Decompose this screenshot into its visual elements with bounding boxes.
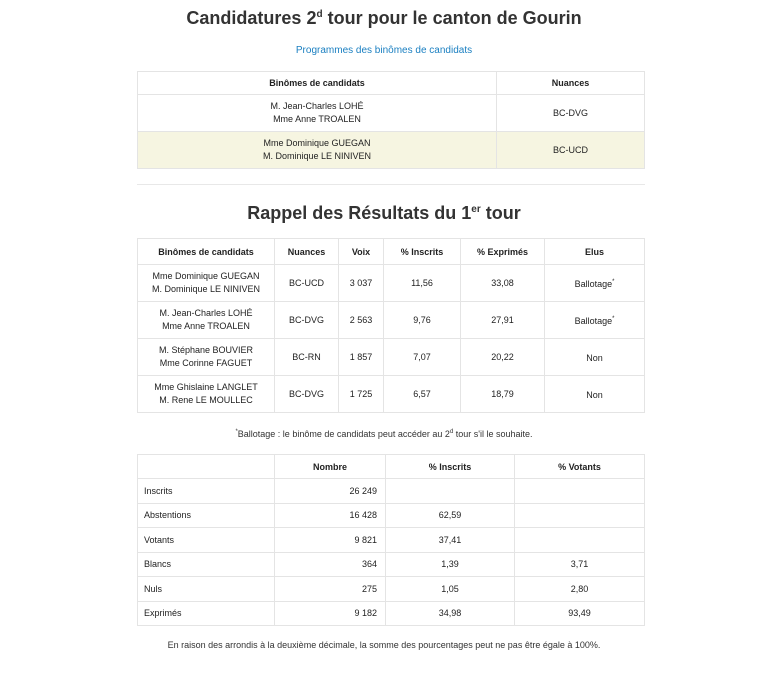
stat-votants: 2,80 — [515, 577, 645, 602]
stat-nombre: 9 821 — [275, 528, 386, 553]
exprimes-cell: 27,91 — [461, 302, 545, 339]
inscrits-cell: 7,07 — [384, 339, 461, 376]
stat-inscrits: 37,41 — [386, 528, 515, 553]
stat-nombre: 275 — [275, 577, 386, 602]
programmes-link[interactable]: Programmes des binômes de candidats — [295, 45, 473, 56]
stat-inscrits — [386, 479, 515, 504]
voix-cell: 1 725 — [339, 376, 384, 413]
elus-cell: Ballotage* — [545, 265, 645, 302]
col-header-binomes: Binômes de candidats — [138, 72, 497, 95]
stat-inscrits: 62,59 — [386, 503, 515, 528]
nuance-cell: BC-RN — [275, 339, 339, 376]
elus-cell: Ballotage* — [545, 302, 645, 339]
stat-nombre: 16 428 — [275, 503, 386, 528]
voix-cell: 2 563 — [339, 302, 384, 339]
stat-votants — [515, 479, 645, 504]
binome-cell: M. Jean-Charles LOHÉ Mme Anne TROALEN — [138, 302, 275, 339]
table-row — [138, 339, 645, 376]
table-row — [138, 552, 645, 577]
nuance-cell: BC-UCD — [275, 265, 339, 302]
table-row — [138, 132, 645, 169]
rounding-note: En raison des arrondis à la deuxième décimale, la somme des pourcentages peut ne pas être égale à 100%. — [167, 640, 601, 650]
elus-cell: Non — [545, 339, 645, 376]
stat-votants: 93,49 — [515, 601, 645, 626]
stat-nombre: 9 182 — [275, 601, 386, 626]
col-header-empty — [138, 455, 275, 479]
binome-cell: M. Jean-Charles LOHÉ Mme Anne TROALEN — [138, 95, 497, 132]
col-header-nuances: Nuances — [497, 72, 645, 95]
exprimes-cell: 33,08 — [461, 265, 545, 302]
stat-label: Blancs — [138, 552, 275, 577]
table-row — [138, 95, 645, 132]
voix-cell: 3 037 — [339, 265, 384, 302]
exprimes-cell: 20,22 — [461, 339, 545, 376]
results-title: Rappel des Résultats du 1er tour — [247, 203, 521, 223]
col-header-nuances: Nuances — [275, 239, 339, 265]
inscrits-cell: 9,76 — [384, 302, 461, 339]
stat-inscrits: 34,98 — [386, 601, 515, 626]
col-header-binomes: Binômes de candidats — [138, 239, 275, 265]
col-header-elus: Elus — [545, 239, 645, 265]
binome-cell: Mme Dominique GUEGAN M. Dominique LE NINIVEN — [138, 265, 275, 302]
inscrits-cell: 11,56 — [384, 265, 461, 302]
nuance-cell: BC-DVG — [275, 376, 339, 413]
stat-label: Inscrits — [138, 479, 275, 504]
voix-cell: 1 857 — [339, 339, 384, 376]
inscrits-cell: 6,57 — [384, 376, 461, 413]
col-header-inscrits: % Inscrits — [386, 455, 515, 479]
stats-table — [137, 454, 645, 626]
ballotage-note: *Ballotage : le binôme de candidats peut accéder au 2$^d$ tour s'il le souhaite. — [235, 429, 533, 439]
nuance-cell: BC-DVG — [497, 95, 645, 132]
stat-nombre: 26 249 — [275, 479, 386, 504]
binome-cell: M. Stéphane BOUVIER Mme Corinne FAGUET — [138, 339, 275, 376]
table-row — [138, 376, 645, 413]
table-row — [138, 503, 645, 528]
stat-votants — [515, 503, 645, 528]
stat-nombre: 364 — [275, 552, 386, 577]
col-header-votants: % Votants — [515, 455, 645, 479]
stat-label: Abstentions — [138, 503, 275, 528]
elus-cell: Non — [545, 376, 645, 413]
section-divider — [137, 184, 645, 185]
col-header-nombre: Nombre — [275, 455, 386, 479]
stat-votants: 3,71 — [515, 552, 645, 577]
col-header-exprimes: % Exprimés — [461, 239, 545, 265]
page-title: Candidatures 2$^d$ tour pour le canton de Gourin — [186, 8, 582, 28]
table-row — [138, 479, 645, 504]
col-header-inscrits: % Inscrits — [384, 239, 461, 265]
nuance-cell: BC-UCD — [497, 132, 645, 169]
stat-label: Nuls — [138, 577, 275, 602]
table-row — [138, 302, 645, 339]
binome-cell: Mme Dominique GUEGAN M. Dominique LE NINIVEN — [138, 132, 497, 169]
exprimes-cell: 18,79 — [461, 376, 545, 413]
stat-votants — [515, 528, 645, 553]
table-row — [138, 265, 645, 302]
binome-cell: Mme Ghislaine LANGLET M. Rene LE MOULLEC — [138, 376, 275, 413]
first-round-table — [137, 238, 645, 413]
second-round-table — [137, 71, 645, 169]
stat-label: Votants — [138, 528, 275, 553]
stat-inscrits: 1,39 — [386, 552, 515, 577]
col-header-voix: Voix — [339, 239, 384, 265]
table-row — [138, 528, 645, 553]
stat-label: Exprimés — [138, 601, 275, 626]
stat-inscrits: 1,05 — [386, 577, 515, 602]
table-row — [138, 577, 645, 602]
table-row — [138, 601, 645, 626]
nuance-cell: BC-DVG — [275, 302, 339, 339]
